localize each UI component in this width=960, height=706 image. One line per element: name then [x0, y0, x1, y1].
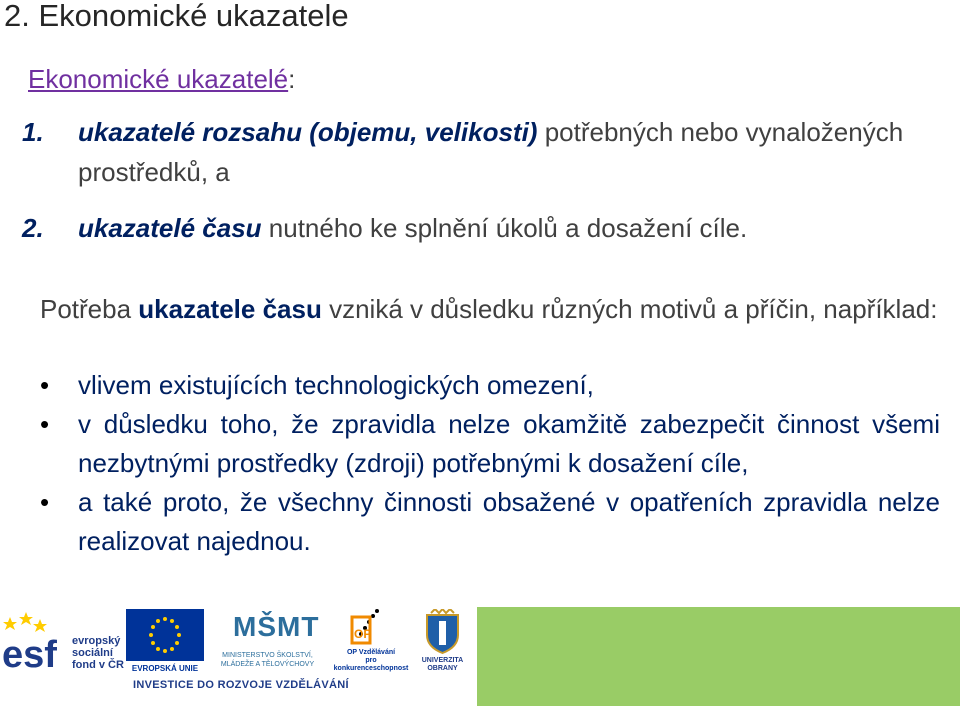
shield-icon	[415, 609, 470, 655]
eu-logo	[126, 609, 204, 679]
paragraph-after: vzniká v důsledku různých motivů a příčin, například:	[321, 294, 938, 324]
op-logo	[330, 609, 410, 679]
esf-caption: evropský sociální fond v ČR	[72, 635, 124, 671]
university-logo	[415, 609, 470, 679]
op-caption: OP Vzdělávání pro konkurenceschopnost	[333, 649, 409, 672]
paragraph-before: Potřeba	[40, 294, 139, 324]
msmt-caption: MINISTERSTVO ŠKOLSTVÍ, MLÁDEŽE A TĚLOVÝCHOVY	[220, 652, 315, 668]
svg-text:OP: OP	[354, 627, 372, 641]
page-title: 2. Ekonomické ukazatele	[4, 0, 349, 33]
eu-flag-icon	[126, 609, 204, 661]
esf-logo	[0, 609, 125, 679]
esf-mark: esf	[2, 634, 57, 676]
university-caption: UNIVERZITA OBRANY	[421, 657, 464, 672]
item-emphasis: ukazatelé rozsahu (objemu, velikosti)	[78, 117, 538, 147]
item-text: nutného ke splnění úkolů a dosažení cíle.	[261, 213, 748, 243]
item-number: 1.	[22, 117, 44, 147]
msmt-mark: MŠMT	[233, 611, 320, 642]
bullet-list	[40, 366, 940, 561]
bullet-item: • a také proto, že všechny činnosti obsažené v opatřeních zpravidla nelze realizovat najednou.	[40, 483, 940, 561]
lead-suffix: :	[288, 64, 296, 94]
bullet-item: • vlivem existujících technologických omezení,	[40, 366, 940, 405]
numbered-item	[22, 112, 947, 192]
msmt-logo	[205, 609, 325, 679]
green-panel	[477, 607, 960, 706]
bullet-item: • v důsledku toho, že zpravidla nelze okamžitě zabezpečit činnost všemi nezbytnými prostředky (zdroji) potřebnými k dosažení cíle,	[40, 405, 940, 483]
lead-line	[28, 64, 295, 95]
intro-paragraph	[40, 290, 945, 328]
lead-link[interactable]: Ekonomické ukazatelé	[28, 64, 289, 94]
item-number: 2.	[22, 213, 44, 243]
item-emphasis: ukazatelé času	[78, 213, 262, 243]
numbered-list	[22, 112, 947, 248]
paragraph-emphasis: ukazatele času	[138, 294, 322, 324]
item-text: potřebných nebo vynaložených prostředků, a	[78, 117, 904, 187]
op-dots-icon	[330, 609, 410, 649]
numbered-item	[22, 208, 947, 248]
footer-logos	[0, 607, 960, 706]
invest-slogan: INVESTICE DO ROZVOJE VZDĚLÁVÁNÍ	[133, 679, 349, 691]
eu-caption: EVROPSKÁ UNIE	[131, 664, 199, 673]
